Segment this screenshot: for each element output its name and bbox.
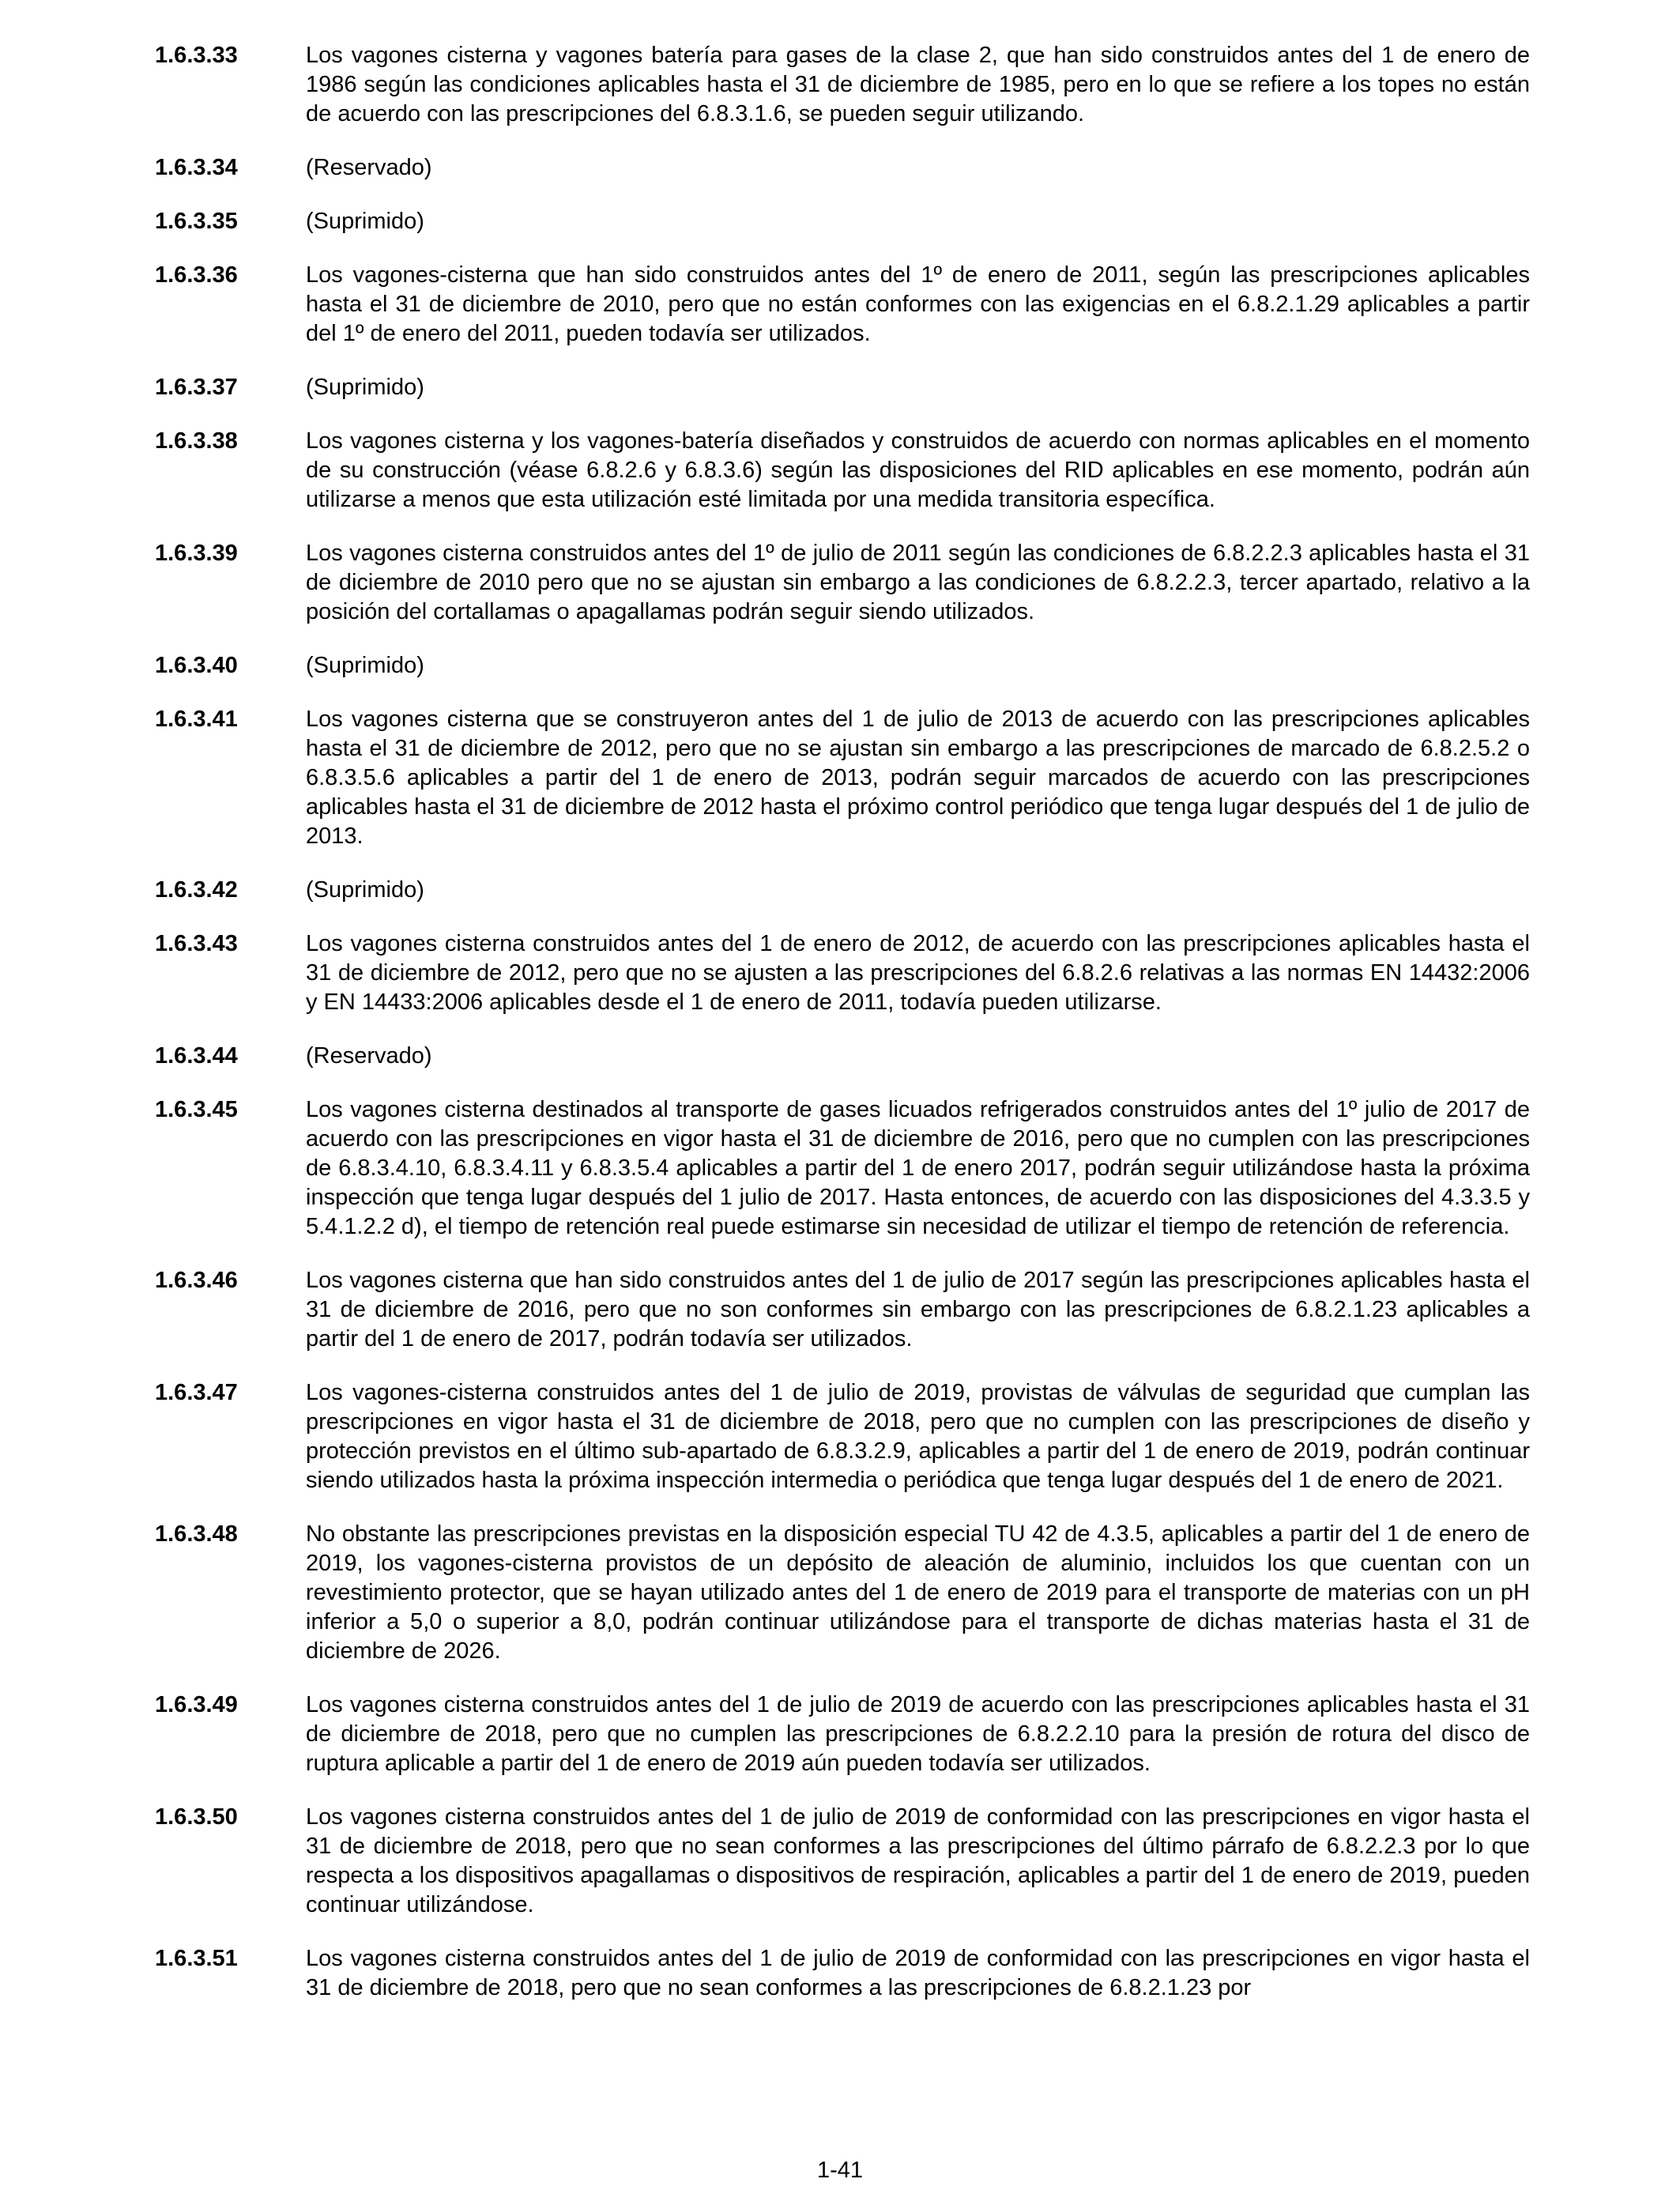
paragraph-number: 1.6.3.44 bbox=[155, 1043, 238, 1069]
paragraph-text: Los vagones-cisterna construidos antes del 1 de julio de 2019, provistas de válvulas de seguridad que cumplan las prescripciones en vigor hasta el 31 de diciembre de 2018, pero que no cumplen con las prescripciones de diseño y protección previstos en el último sub-apartado de 6.8.3.2.9, aplicables a partir del 1 de enero de 2019, podrán continuar siendo utilizados hasta la próxima inspección intermedia o periódica que tenga lugar después del 1 de enero de 2021. bbox=[306, 1380, 1530, 1493]
paragraph-1-6-3-33 bbox=[155, 41, 1530, 129]
paragraph-text: (Suprimido) bbox=[306, 653, 424, 678]
paragraph-text: Los vagones cisterna y vagones batería para gases de la clase 2, que han sido construidos antes del 1 de enero de 1986 según las condiciones aplicables hasta el 31 de diciembre de 1985, pero en lo que se refiere a los topes no están de acuerdo con las prescripciones del 6.8.3.1.6, se pueden seguir utilizando. bbox=[306, 43, 1530, 126]
paragraph-1-6-3-36 bbox=[155, 261, 1530, 349]
document-body bbox=[155, 41, 1530, 2027]
paragraph-1-6-3-49 bbox=[155, 1691, 1530, 1778]
paragraph-1-6-3-35 bbox=[155, 207, 1530, 236]
paragraph-1-6-3-42 bbox=[155, 876, 1530, 905]
paragraph-1-6-3-39 bbox=[155, 539, 1530, 627]
paragraph-1-6-3-46 bbox=[155, 1266, 1530, 1354]
paragraph-text: Los vagones cisterna que han sido construidos antes del 1 de julio de 2017 según las prescripciones aplicables hasta el 31 de diciembre de 2016, pero que no son conformes sin embargo con las prescripciones de 6.8.2.1.23 aplicables a partir del 1 de enero de 2017, podrán todavía ser utilizados. bbox=[306, 1268, 1530, 1351]
paragraph-number: 1.6.3.49 bbox=[155, 1692, 238, 1717]
paragraph-1-6-3-38 bbox=[155, 427, 1530, 515]
paragraph-number: 1.6.3.50 bbox=[155, 1804, 238, 1830]
paragraph-text: (Reservado) bbox=[306, 1043, 432, 1069]
paragraph-1-6-3-48 bbox=[155, 1520, 1530, 1666]
paragraph-number: 1.6.3.43 bbox=[155, 931, 238, 956]
paragraph-number: 1.6.3.39 bbox=[155, 541, 238, 566]
paragraph-1-6-3-41 bbox=[155, 705, 1530, 851]
paragraph-text: (Suprimido) bbox=[306, 209, 424, 234]
paragraph-text: Los vagones cisterna que se construyeron antes del 1 de julio de 2013 de acuerdo con las prescripciones aplicables hasta el 31 de diciembre de 2012, pero que no se ajustan sin embargo a las prescripciones de marcado de 6.8.2.5.2 o 6.8.3.5.6 aplicables a partir del 1 de enero de 2013, podrán seguir marcados de acuerdo con las prescripciones aplicables hasta el 31 de diciembre de 2012 hasta el próximo control periódico que tenga lugar después del 1 de julio de 2013. bbox=[306, 707, 1530, 849]
paragraph-text: Los vagones cisterna construidos antes del 1º de julio de 2011 según las condiciones de 6.8.2.2.3 aplicables hasta el 31 de diciembre de 2010 pero que no se ajustan sin embargo a las condiciones de 6.8.2.2.3, tercer apartado, relativo a la posición del cortallamas o apagallamas podrán seguir siendo utilizados. bbox=[306, 541, 1530, 624]
paragraph-number: 1.6.3.38 bbox=[155, 428, 238, 454]
paragraph-1-6-3-34 bbox=[155, 153, 1530, 183]
paragraph-text: Los vagones cisterna destinados al transporte de gases licuados refrigerados construidos antes del 1º julio de 2017 de acuerdo con las prescripciones en vigor hasta el 31 de diciembre de 2016, pero que no cumplen con las prescripciones de 6.8.3.4.10, 6.8.3.4.11 y 6.8.3.5.4 aplicables a partir del 1 de enero 2017, podrán seguir utilizándose hasta la próxima inspección que tenga lugar después del 1 julio de 2017. Hasta entonces, de acuerdo con las disposiciones del 4.3.3.5 y 5.4.1.2.2 d), el tiempo de retención real puede estimarse sin necesidad de utilizar el tiempo de retención de referencia. bbox=[306, 1097, 1530, 1239]
paragraph-text: Los vagones cisterna construidos antes del 1 de enero de 2012, de acuerdo con las prescripciones aplicables hasta el 31 de diciembre de 2012, pero que no se ajusten a las prescripciones del 6.8.2.6 relativas a las normas EN 14432:2006 y EN 14433:2006 aplicables desde el 1 de enero de 2011, todavía pueden utilizarse. bbox=[306, 931, 1530, 1015]
paragraph-text: Los vagones cisterna y los vagones-batería diseñados y construidos de acuerdo con normas aplicables en el momento de su construcción (véase 6.8.2.6 y 6.8.3.6) según las disposiciones del RID aplicables en ese momento, podrán aún utilizarse a menos que esta utilización esté limitada por una medida transitoria específica. bbox=[306, 428, 1530, 512]
paragraph-number: 1.6.3.42 bbox=[155, 877, 238, 903]
paragraph-1-6-3-43 bbox=[155, 929, 1530, 1017]
paragraph-number: 1.6.3.41 bbox=[155, 707, 238, 732]
paragraph-1-6-3-40 bbox=[155, 651, 1530, 680]
paragraph-number: 1.6.3.51 bbox=[155, 1946, 238, 1971]
paragraph-text: (Reservado) bbox=[306, 155, 432, 180]
paragraph-text: (Suprimido) bbox=[306, 375, 424, 400]
paragraph-number: 1.6.3.33 bbox=[155, 43, 238, 68]
paragraph-text: Los vagones cisterna construidos antes del 1 de julio de 2019 de conformidad con las prescripciones en vigor hasta el 31 de diciembre de 2018, pero que no sean conformes a las prescripciones del último párrafo de 6.8.2.2.3 por lo que respecta a los dispositivos apagallamas o dispositivos de respiración, aplicables a partir del 1 de enero de 2019, pueden continuar utilizándose. bbox=[306, 1804, 1530, 1917]
paragraph-1-6-3-44 bbox=[155, 1042, 1530, 1071]
paragraph-1-6-3-50 bbox=[155, 1803, 1530, 1920]
paragraph-text: Los vagones cisterna construidos antes del 1 de julio de 2019 de acuerdo con las prescripciones aplicables hasta el 31 de diciembre de 2018, pero que no cumplen las prescripciones de 6.8.2.2.10 para la presión de rotura del disco de ruptura aplicable a partir del 1 de enero de 2019 aún pueden todavía ser utilizados. bbox=[306, 1692, 1530, 1776]
paragraph-number: 1.6.3.48 bbox=[155, 1521, 238, 1547]
paragraph-number: 1.6.3.40 bbox=[155, 653, 238, 678]
paragraph-1-6-3-51 bbox=[155, 1944, 1530, 2003]
paragraph-number: 1.6.3.36 bbox=[155, 262, 238, 288]
paragraph-1-6-3-45 bbox=[155, 1095, 1530, 1242]
page-number: 1-41 bbox=[816, 2158, 864, 2183]
paragraph-text: No obstante las prescripciones previstas en la disposición especial TU 42 de 4.3.5, aplicables a partir del 1 de enero de 2019, los vagones-cisterna provistos de un depósito de aleación de aluminio, incluidos los que cuentan con un revestimiento protector, que se hayan utilizado antes del 1 de enero de 2019 para el transporte de materias con un pH inferior a 5,0 o superior a 8,0, podrán continuar utilizándose para el transporte de dichas materias hasta el 31 de diciembre de 2026. bbox=[306, 1521, 1530, 1664]
paragraph-text: Los vagones cisterna construidos antes del 1 de julio de 2019 de conformidad con las prescripciones en vigor hasta el 31 de diciembre de 2018, pero que no sean conformes a las prescripciones de 6.8.2.1.23 por bbox=[306, 1946, 1530, 2000]
paragraph-1-6-3-37 bbox=[155, 373, 1530, 402]
paragraph-number: 1.6.3.35 bbox=[155, 209, 238, 234]
paragraph-number: 1.6.3.37 bbox=[155, 375, 238, 400]
paragraph-1-6-3-47 bbox=[155, 1378, 1530, 1495]
paragraph-text: Los vagones-cisterna que han sido construidos antes del 1º de enero de 2011, según las prescripciones aplicables hasta el 31 de diciembre de 2010, pero que no están conformes con las exigencias en el 6.8.2.1.29 aplicables a partir del 1º de enero del 2011, pueden todavía ser utilizados. bbox=[306, 262, 1530, 346]
paragraph-text: (Suprimido) bbox=[306, 877, 424, 903]
paragraph-number: 1.6.3.46 bbox=[155, 1268, 238, 1293]
paragraph-number: 1.6.3.45 bbox=[155, 1097, 238, 1122]
paragraph-number: 1.6.3.47 bbox=[155, 1380, 238, 1405]
paragraph-number: 1.6.3.34 bbox=[155, 155, 238, 180]
